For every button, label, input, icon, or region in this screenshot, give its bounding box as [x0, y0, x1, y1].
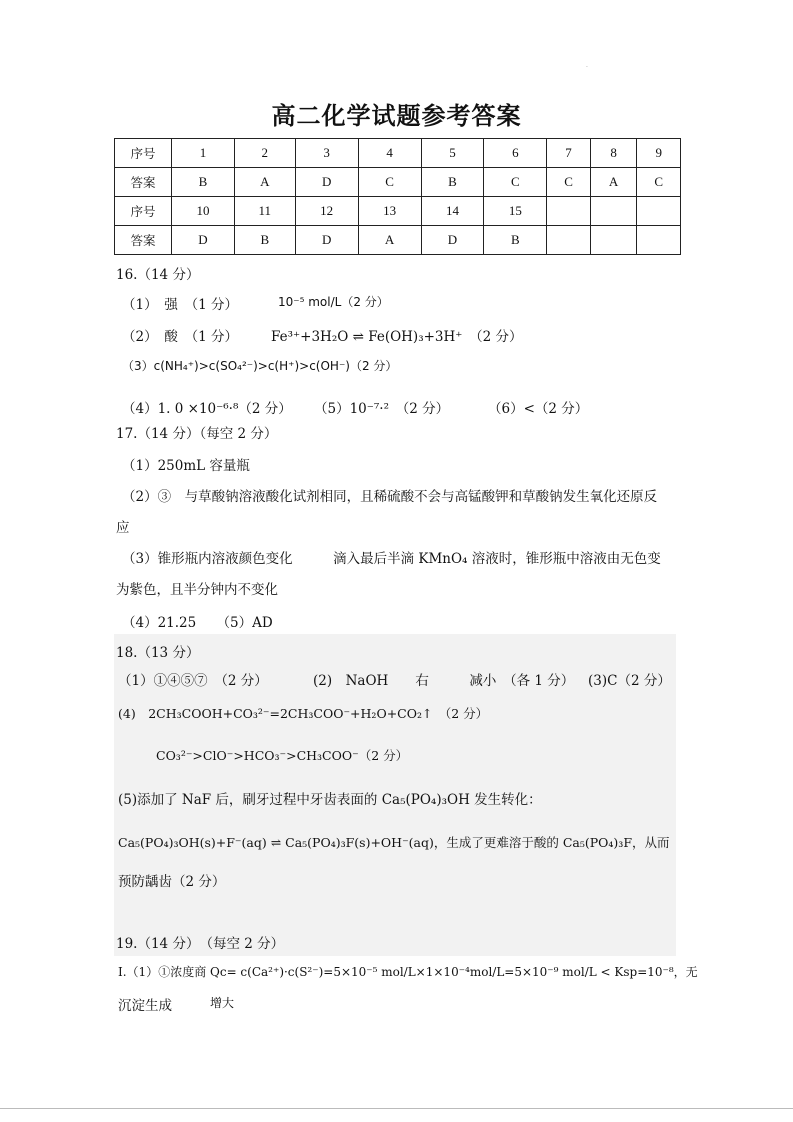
table-cell: 9: [637, 139, 681, 168]
table-cell: [590, 226, 637, 255]
table-cell: [547, 226, 590, 255]
table-cell: 4: [358, 139, 421, 168]
table-cell: 10: [172, 197, 235, 226]
table-cell: 7: [547, 139, 590, 168]
q17-answer-2-cont: 应: [116, 520, 130, 536]
table-cell: 1: [172, 139, 235, 168]
q17-answer-4-5: （4）21.25 （5）AD: [122, 615, 273, 631]
table-cell: B: [172, 168, 235, 197]
table-row: [115, 197, 681, 226]
table-cell: B: [484, 226, 547, 255]
q16-answer-1: （1） 强 （1 分）: [122, 297, 238, 313]
table-header-cell: 答案: [115, 226, 172, 255]
table-header-cell: 答案: [115, 168, 172, 197]
scan-dot: .: [586, 62, 588, 69]
q16-answer-6: （6）<（2 分）: [488, 401, 589, 417]
table-cell: [547, 197, 590, 226]
table-cell: 3: [295, 139, 358, 168]
table-cell: D: [295, 226, 358, 255]
table-cell: 2: [234, 139, 295, 168]
table-cell: C: [358, 168, 421, 197]
q17-answer-1: （1）250mL 容量瓶: [122, 458, 250, 474]
page-title: 高二化学试题参考答案: [271, 102, 522, 130]
table-header-cell: 序号: [115, 139, 172, 168]
q16-answer-1-value: 10⁻⁵ mol/L（2 分）: [278, 295, 389, 309]
table-cell: C: [484, 168, 547, 197]
q19-heading: 19.（14 分） （每空 2 分）: [116, 936, 285, 952]
q18-answer-5-equation: Ca₅(PO₄)₃OH(s)+F⁻(aq) ⇌ Ca₅(PO₄)₃F(s)+OH⁻(aq)，生成了更难溶于酸的 Ca₅(PO₄)₃F，从而: [118, 835, 670, 850]
q16-answer-4: （4）1. 0 ×10⁻⁶·⁸（2 分）: [122, 401, 292, 417]
table-cell: 6: [484, 139, 547, 168]
table-cell: 8: [590, 139, 637, 168]
table-row: [115, 168, 681, 197]
q18-answer-4-equation: (4) 2CH₃COOH+CO₃²⁻=2CH₃COO⁻+H₂O+CO₂↑ （2 分）: [118, 706, 489, 721]
q17-answer-3-cont: 为紫色，且半分钟内不变化: [116, 582, 278, 598]
table-cell: 5: [421, 139, 484, 168]
table-cell: D: [295, 168, 358, 197]
table-cell: C: [547, 168, 590, 197]
q18-answer-4-order: CO₃²⁻>ClO⁻>HCO₃⁻>CH₃COO⁻（2 分）: [156, 748, 409, 763]
q16-answer-2: （2） 酸 （1 分）: [122, 329, 238, 345]
q19-answer-1-cont: 沉淀生成: [118, 998, 172, 1014]
table-cell: B: [421, 168, 484, 197]
table-cell: 14: [421, 197, 484, 226]
table-cell: A: [234, 168, 295, 197]
table-cell: [637, 197, 681, 226]
q18-answer-3: (3)C（2 分）: [588, 673, 671, 689]
table-cell: C: [637, 168, 681, 197]
q16-answer-5: （5）10⁻⁷·² （2 分）: [314, 401, 450, 417]
table-cell: B: [234, 226, 295, 255]
q18-answer-2: (2) NaOH 右 减小 （各 1 分）: [313, 673, 575, 689]
q17-answer-2: （2）③ 与草酸钠溶液酸化试剂相同，且稀硫酸不会与高锰酸钾和草酸钠发生氧化还原反: [122, 489, 658, 505]
q16-answer-2-equation: Fe³⁺+3H₂O ⇌ Fe(OH)₃+3H⁺ （2 分）: [271, 329, 523, 345]
q16-answer-3: （3）c(NH₄⁺)>c(SO₄²⁻)>c(H⁺)>c(OH⁻)（2 分）: [122, 359, 398, 373]
q17-answer-3: （3）锥形瓶内溶液颜色变化 滴入最后半滴 KMnO₄ 溶液时，锥形瓶中溶液由无色变: [122, 551, 661, 567]
q18-answer-5: (5)添加了 NaF 后，刷牙过程中牙齿表面的 Ca₅(PO₄)₃OH 发生转化：: [118, 792, 542, 808]
q19-answer-1: Ⅰ.（1）①浓度商 Qc= c(Ca²⁺)·c(S²⁻)=5×10⁻⁵ mol/L×1×10⁻⁴mol/L=5×10⁻⁹ mol/L < Ksp=10⁻⁸，无: [118, 965, 698, 979]
table-cell: 13: [358, 197, 421, 226]
table-cell: 12: [295, 197, 358, 226]
table-header-cell: 序号: [115, 197, 172, 226]
table-row: [115, 226, 681, 255]
answer-table: [114, 138, 681, 255]
table-cell: D: [421, 226, 484, 255]
table-cell: 11: [234, 197, 295, 226]
table-cell: [637, 226, 681, 255]
table-cell: A: [358, 226, 421, 255]
q18-answer-1: （1）①④⑤⑦ （2 分）: [118, 673, 268, 689]
page-bottom-rule: [0, 1108, 793, 1109]
q19-answer-1-increase: 增大: [210, 996, 235, 1010]
table-row: [115, 139, 681, 168]
table-cell: [590, 197, 637, 226]
q16-heading: 16.（14 分）: [116, 267, 200, 283]
q18-heading: 18.（13 分）: [116, 645, 200, 661]
table-cell: A: [590, 168, 637, 197]
q18-answer-5-cont: 预防龋齿（2 分）: [118, 874, 226, 890]
table-cell: D: [172, 226, 235, 255]
table-cell: 15: [484, 197, 547, 226]
q17-heading: 17.（14 分）（每空 2 分）: [116, 426, 278, 442]
